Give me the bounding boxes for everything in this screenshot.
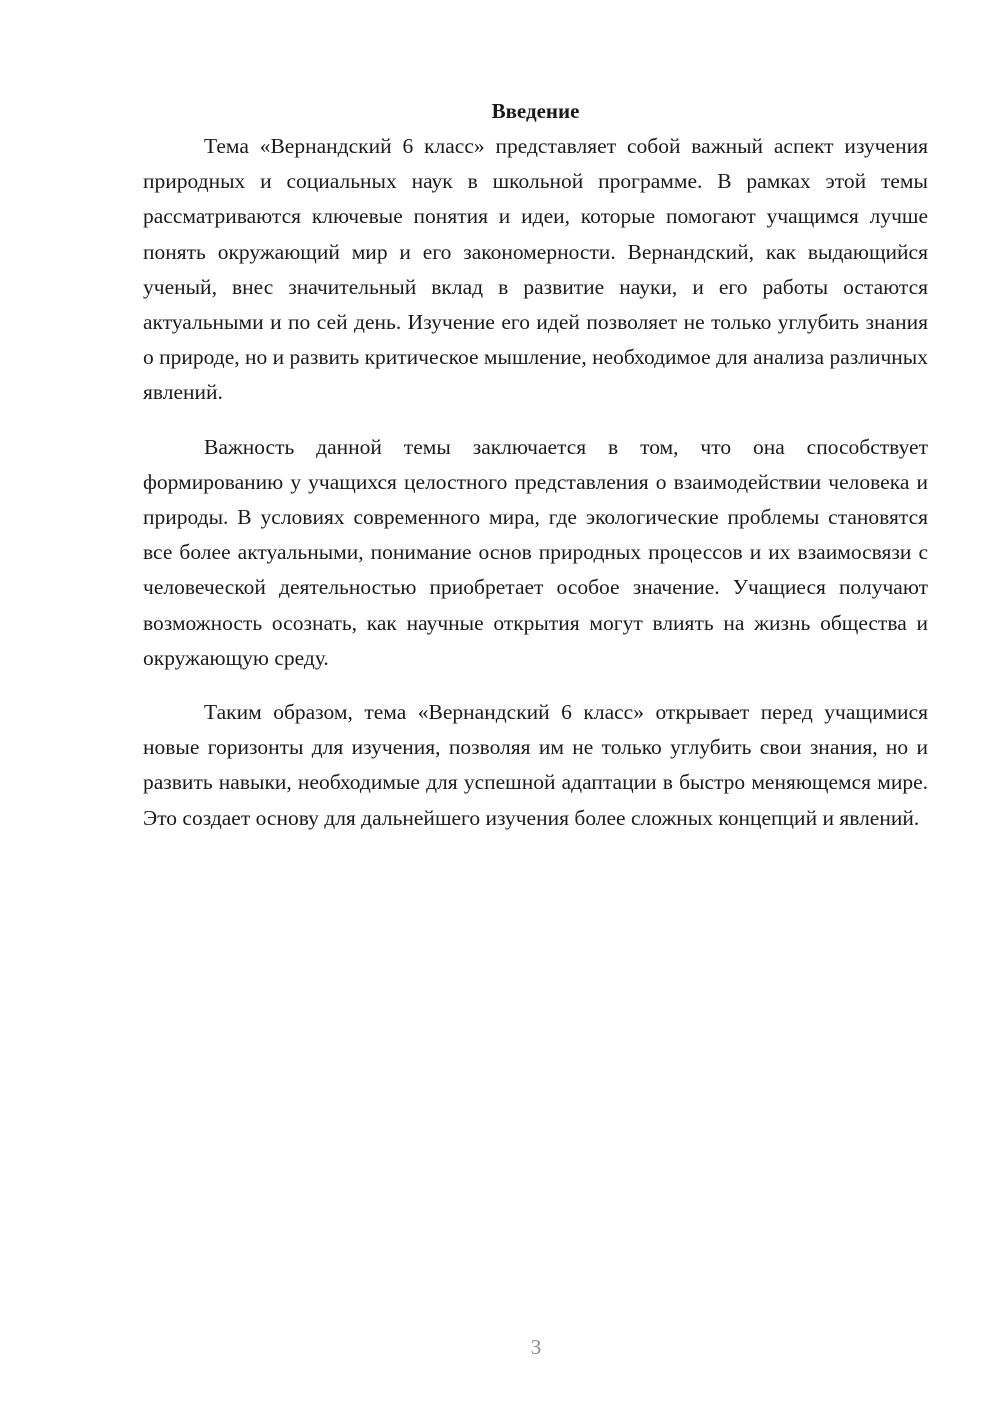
paragraph-2: Важность данной темы заключается в том, что она способствует формированию у учащихся целостного представления о взаимодействии человека и природы. В условиях современного мира, где экологические проблемы становятся все более актуальными, понимание основ природных процессов и их взаимосвязи с человеческой деятельностью приобретает особое значение. Учащиеся получают возможность осознать, как научные открытия могут влиять на жизнь общества и окружающую среду. — [143, 434, 928, 670]
paragraph-1: Тема «Вернандский 6 класс» представляет собой важный аспект изучения природных и социальных наук в школьной программе. В рамках этой темы рассматриваются ключевые понятия и идеи, которые помогают учащимся лучше понять окружающий мир и его закономерности. Вернандский, как выдающийся ученый, внес значительный вклад в развитие науки, и его работы остаются актуальными и по сей день. Изучение его идей позволяет не только углубить знания о природе, но и развить критическое мышление, необходимое для анализа различных явлений. — [143, 134, 928, 405]
page-content — [143, 94, 928, 836]
paragraph-3: Таким образом, тема «Вернандский 6 класс» открывает перед учащимися новые горизонты для изучения, позволяя им не только углубить свои знания, но и развить навыки, необходимые для успешной адаптации в быстро меняющемся мире. Это создает основу для дальнейшего изучения более сложных концепций и явлений. — [143, 700, 928, 830]
section-heading: Введение — [491, 99, 580, 123]
page-number: 3 — [530, 1335, 542, 1359]
